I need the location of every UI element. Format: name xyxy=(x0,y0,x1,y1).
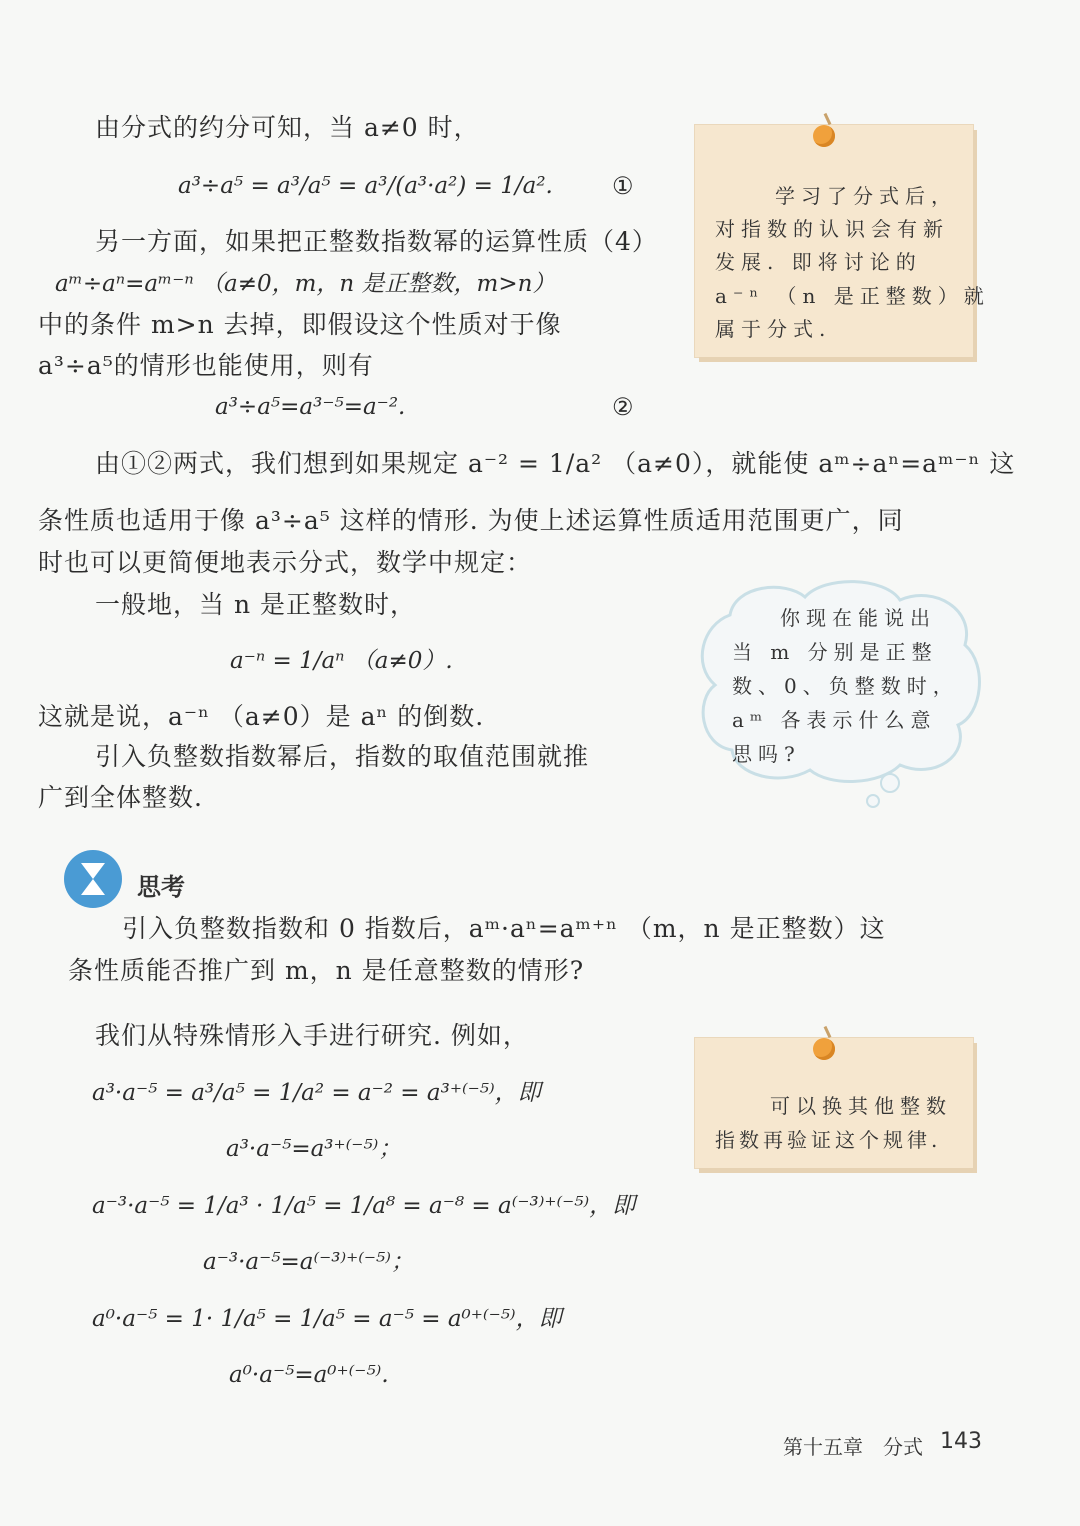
note-line: 指数再验证这个规律. xyxy=(715,1128,942,1152)
formula-example-3-result: a⁰·a⁻⁵=a⁰⁺⁽⁻⁵⁾. xyxy=(229,1362,389,1388)
pin-stem-icon xyxy=(824,113,832,125)
chapter-label: 第十五章 分式 xyxy=(783,1435,923,1459)
formula-1: a³÷a⁵ = a³/a⁵ = a³/(a³·a²) = 1/a². xyxy=(178,173,553,199)
formula-example-2-result: a⁻³·a⁻⁵=a⁽⁻³⁾⁺⁽⁻⁵⁾； xyxy=(203,1249,414,1275)
text-line: 一般地，当 n 是正整数时， xyxy=(95,590,416,619)
page-number: 143 xyxy=(940,1429,982,1454)
cloud-line: 数、0、负整数时， xyxy=(732,674,959,698)
text-line: 广到全体整数. xyxy=(38,783,203,812)
think-icon xyxy=(64,850,122,908)
formula-example-2: a⁻³·a⁻⁵ = 1/a³ · 1/a⁵ = 1/a⁸ = a⁻⁸ = a⁽⁻³⁾⁺⁽⁻⁵⁾，即 xyxy=(92,1193,636,1219)
text-line: 由①②两式，我们想到如果规定 a⁻² = 1/a² （a≠0），就能使 aᵐ÷aⁿ=aᵐ⁻ⁿ 这 xyxy=(95,449,1016,478)
text-line: 我们从特殊情形入手进行研究. 例如， xyxy=(95,1021,529,1050)
note-line: 属于分式. xyxy=(715,317,832,341)
think-question-line: 条性质能否推广到 m，n 是任意整数的情形? xyxy=(68,956,585,985)
formula-2: a³÷a⁵=a³⁻⁵=a⁻². xyxy=(215,394,406,420)
sticky-note xyxy=(695,125,990,357)
note-line: 发展. 即将讨论的 xyxy=(715,250,922,274)
sticky-note xyxy=(695,1038,973,1168)
text-line: 时也可以更简便地表示分式，数学中规定： xyxy=(38,548,533,577)
cloud-line: aᵐ 各表示什么意 xyxy=(732,708,937,732)
formula-definition: a⁻ⁿ = 1/aⁿ （a≠0）. xyxy=(230,648,453,674)
note-line: 学习了分式后， xyxy=(775,184,957,208)
pin-stem-icon xyxy=(824,1026,832,1038)
note-line: 对指数的认识会有新 xyxy=(715,217,949,241)
cloud-line: 你现在能说出 xyxy=(780,606,936,630)
pin-icon xyxy=(813,125,835,147)
note-line: a⁻ⁿ （n 是正整数）就 xyxy=(715,284,990,308)
formula-inline: aᵐ÷aⁿ=aᵐ⁻ⁿ （a≠0，m，n 是正整数，m>n） xyxy=(55,271,556,297)
equation-marker-2: ② xyxy=(612,393,634,421)
text-line: 条性质也适用于像 a³÷a⁵ 这样的情形. 为使上述运算性质适用范围更广，同 xyxy=(38,506,904,535)
pin-icon xyxy=(813,1038,835,1060)
text-line: 中的条件 m>n 去掉，即假设这个性质对于像 xyxy=(38,310,562,339)
think-question-line: 引入负整数指数和 0 指数后，aᵐ·aⁿ=aᵐ⁺ⁿ （m，n 是正整数）这 xyxy=(122,914,886,943)
text-line: 这就是说，a⁻ⁿ （a≠0）是 aⁿ 的倒数. xyxy=(38,702,485,731)
formula-example-1-result: a³·a⁻⁵=a³⁺⁽⁻⁵⁾； xyxy=(226,1136,402,1162)
equation-marker-1: ① xyxy=(612,172,634,200)
text-line: 由分式的约分可知，当 a≠0 时， xyxy=(95,113,480,142)
formula-example-3: a⁰·a⁻⁵ = 1· 1/a⁵ = 1/a⁵ = a⁻⁵ = a⁰⁺⁽⁻⁵⁾，即 xyxy=(92,1306,562,1332)
cloud-line: 当 m 分别是正整 xyxy=(732,640,938,664)
text-line: a³÷a⁵的情形也能使用，则有 xyxy=(38,351,374,380)
cloud-line: 思吗? xyxy=(732,742,801,766)
text-line: 引入负整数指数幂后，指数的取值范围就推 xyxy=(95,742,590,771)
text-line: 另一方面，如果把正整数指数幂的运算性质（4） xyxy=(95,227,658,256)
hourglass-icon xyxy=(64,850,122,908)
think-title: 思考 xyxy=(137,873,185,901)
formula-example-1: a³·a⁻⁵ = a³/a⁵ = 1/a² = a⁻² = a³⁺⁽⁻⁵⁾，即 xyxy=(92,1080,541,1106)
note-line: 可以换其他整数 xyxy=(770,1094,952,1118)
